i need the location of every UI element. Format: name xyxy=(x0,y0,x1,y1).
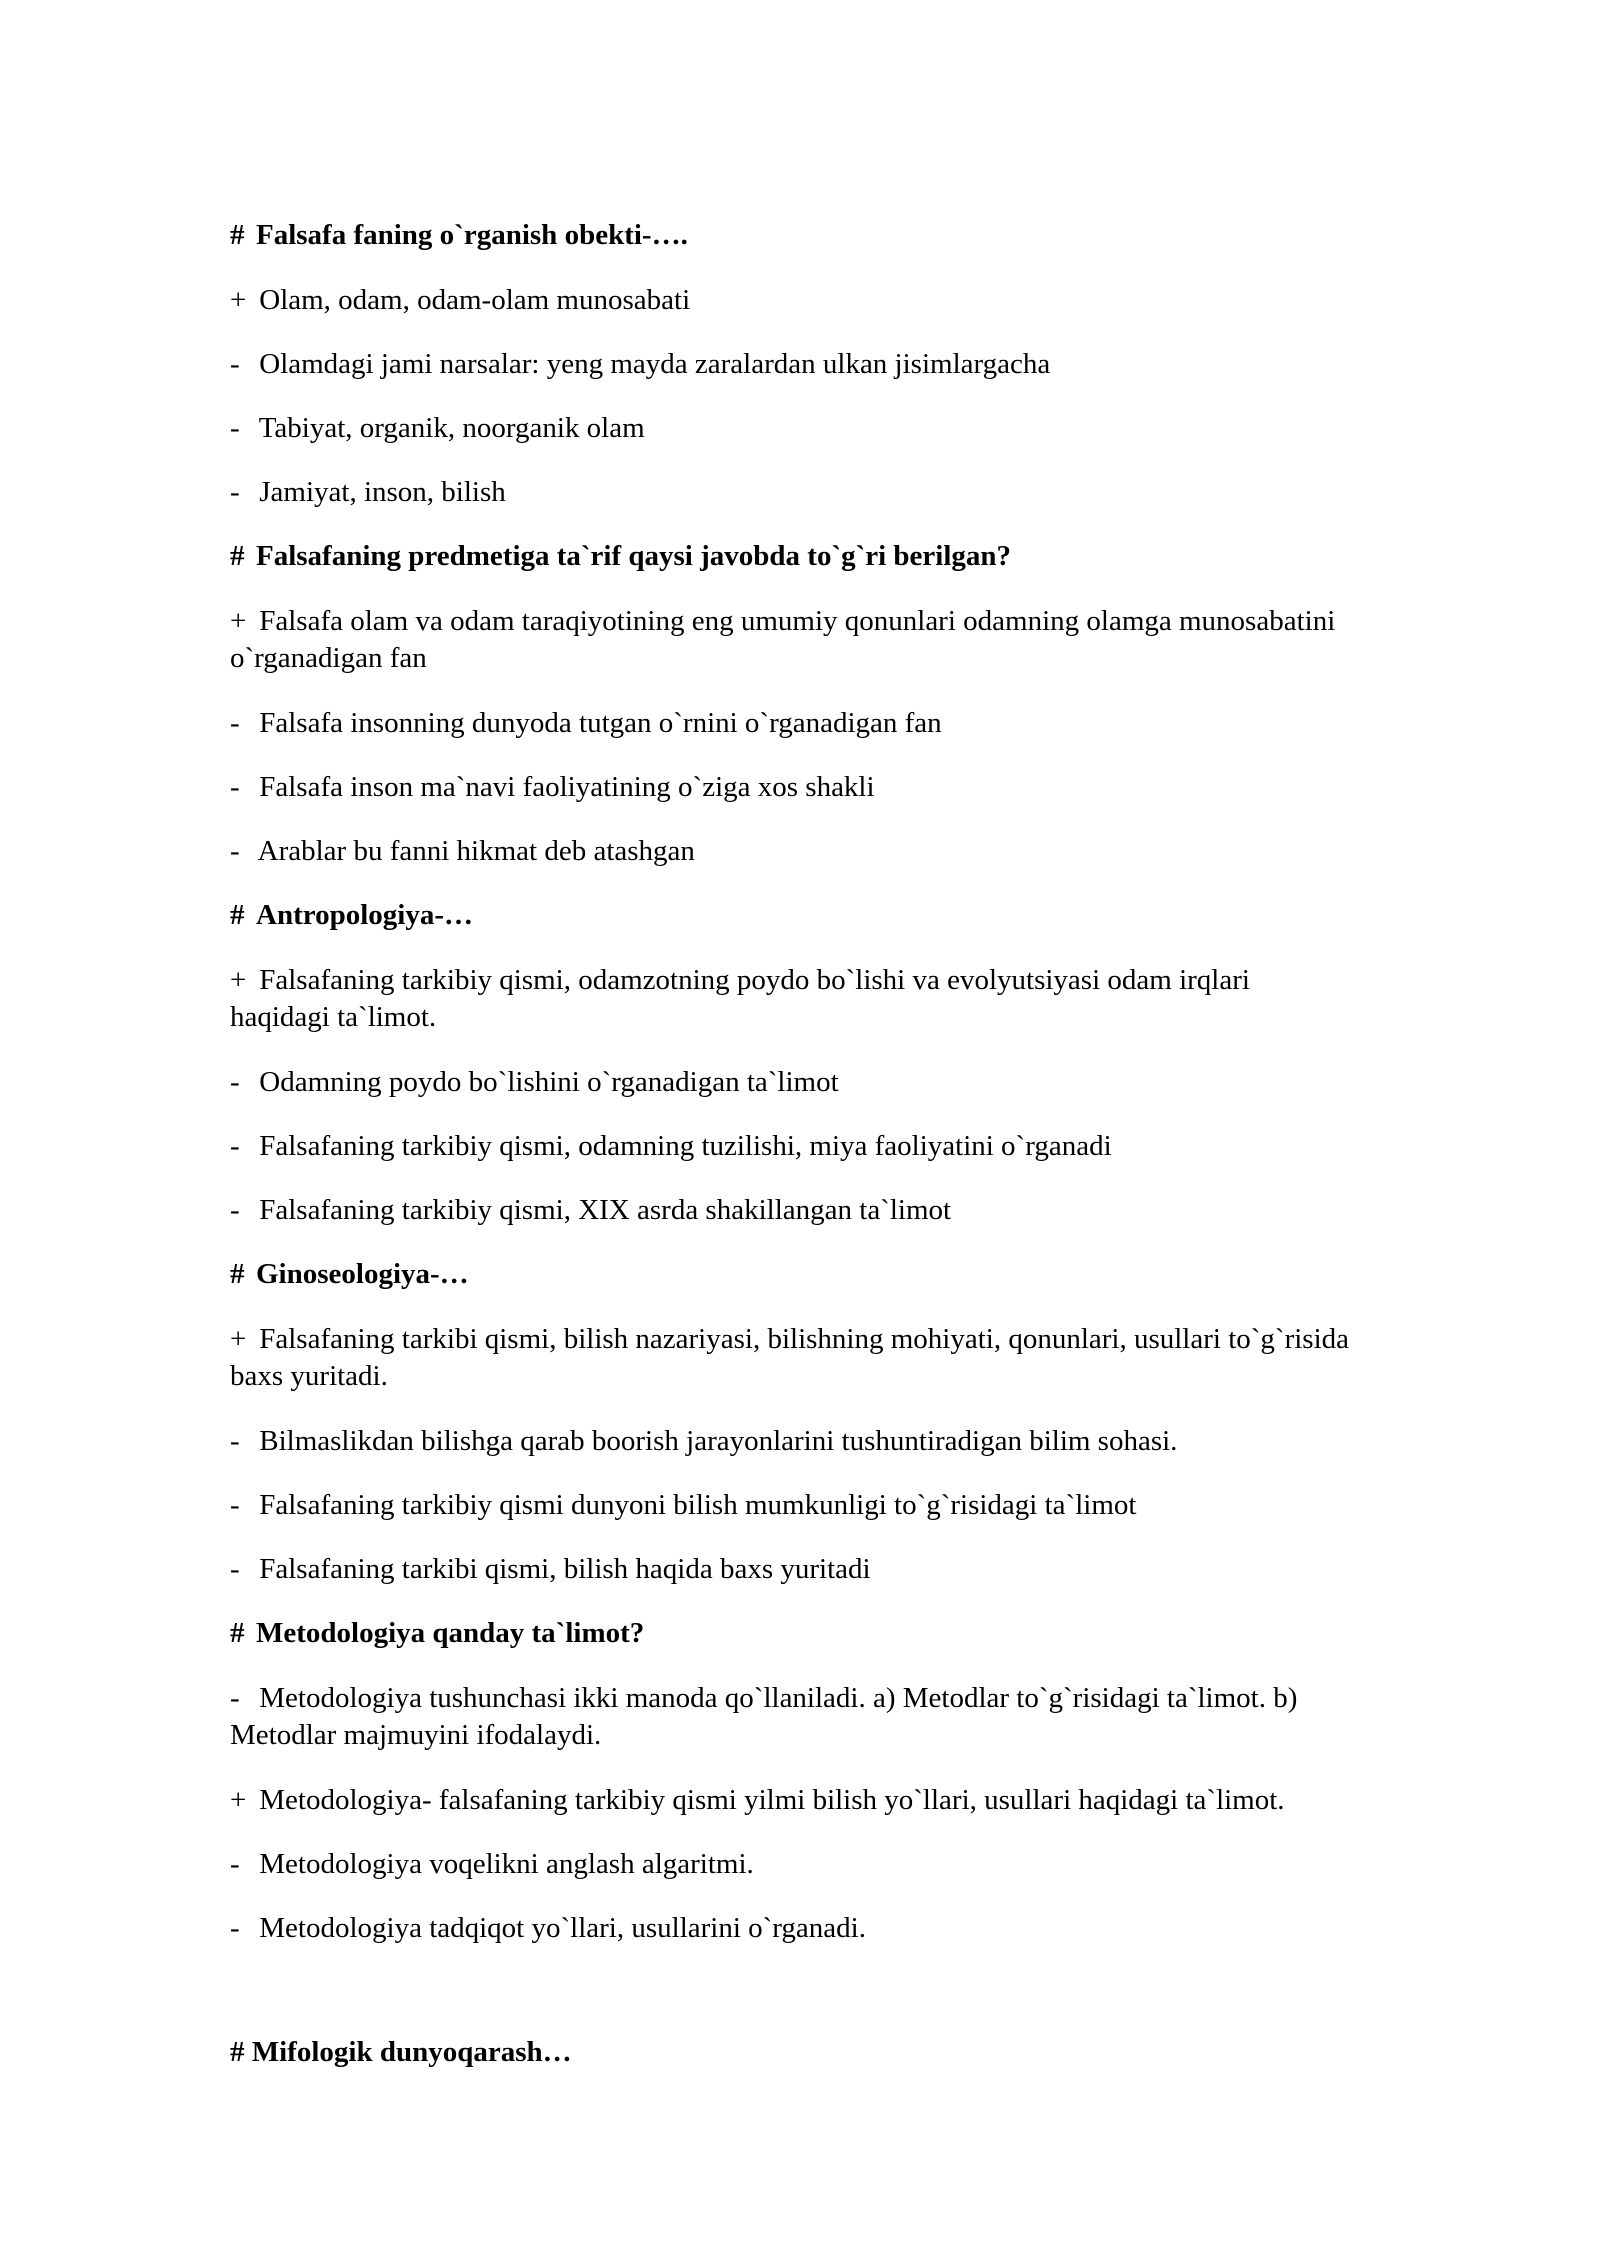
answer-1-2 xyxy=(230,346,1490,383)
answer-marker: - xyxy=(230,835,240,867)
answer-3-1 xyxy=(230,962,1490,999)
answer-text: Falsafaning tarkibiy qismi, odamning tuzilishi, miya faoliyatini o`rganadi xyxy=(259,1130,1112,1162)
answer-5-1 xyxy=(230,1680,1490,1717)
answer-marker: - xyxy=(230,1425,240,1457)
answer-text: Falsafaning tarkibiy qismi, odamzotning poydo bo`lishi va evolyutsiyasi odam irqlari xyxy=(259,964,1250,996)
answer-text: Metodologiya- falsafaning tarkibiy qismi yilmi bilish yo`llari, usullari haqidagi ta`limot. xyxy=(259,1784,1285,1816)
question-2 xyxy=(230,538,1490,575)
answer-text: Bilmaslikdan bilishga qarab boorish jarayonlarini tushuntiradigan bilim sohasi. xyxy=(259,1425,1178,1457)
question-text: Ginoseologiya-… xyxy=(256,1258,469,1290)
answer-3-1-continuation xyxy=(230,999,1490,1036)
answer-marker: - xyxy=(230,771,240,803)
answer-text-continuation: baxs yuritadi. xyxy=(230,1360,388,1392)
question-3 xyxy=(230,897,1490,934)
answer-text-continuation: haqidagi ta`limot. xyxy=(230,1001,437,1033)
question-marker: # xyxy=(230,219,245,251)
answer-5-1-continuation xyxy=(230,1717,1490,1754)
answer-text: Tabiyat, organik, noorganik olam xyxy=(258,412,645,444)
question-6 xyxy=(230,2034,1490,2071)
answer-marker: + xyxy=(230,605,247,637)
answer-4-4 xyxy=(230,1551,1490,1588)
answer-text: Metodologiya tushunchasi ikki manoda qo`llaniladi. a) Metodlar to`g`risidagi ta`limot. b) xyxy=(259,1682,1298,1714)
answer-marker: - xyxy=(230,1682,240,1714)
answer-marker: - xyxy=(230,1553,240,1585)
answer-marker: - xyxy=(230,1130,240,1162)
answer-1-3 xyxy=(230,410,1490,447)
question-marker: # xyxy=(230,540,245,572)
answer-text: Metodologiya voqelikni anglash algaritmi. xyxy=(259,1848,754,1880)
answer-marker: - xyxy=(230,476,240,508)
answer-4-1 xyxy=(230,1321,1490,1358)
answer-5-2 xyxy=(230,1782,1490,1819)
answer-3-2 xyxy=(230,1064,1490,1101)
answer-marker: + xyxy=(230,1323,247,1355)
question-marker: # xyxy=(230,1617,245,1649)
answer-text: Jamiyat, inson, bilish xyxy=(259,476,506,508)
answer-text: Falsafaning tarkibi qismi, bilish haqida baxs yuritadi xyxy=(259,1553,871,1585)
answer-text-continuation: Metodlar majmuyini ifodalaydi. xyxy=(230,1719,602,1751)
answer-text: Arablar bu fanni hikmat deb atashgan xyxy=(257,835,695,867)
answer-2-2 xyxy=(230,705,1490,742)
question-text: Metodologiya qanday ta`limot? xyxy=(256,1617,645,1649)
answer-marker: - xyxy=(230,1489,240,1521)
question-text: Antropologiya-… xyxy=(256,899,473,931)
answer-text: Falsafa inson ma`navi faoliyatining o`ziga xos shakli xyxy=(259,771,875,803)
answer-marker: - xyxy=(230,412,240,444)
question-marker: # xyxy=(230,899,245,931)
answer-marker: + xyxy=(230,1784,247,1816)
answer-5-3 xyxy=(230,1846,1490,1883)
answer-text: Falsafa olam va odam taraqiyotining eng umumiy qonunlari odamning olamga munosabatini xyxy=(259,605,1336,637)
answer-2-4 xyxy=(230,833,1490,870)
answer-text: Olamdagi jami narsalar: yeng mayda zaralardan ulkan jisimlargacha xyxy=(259,348,1051,380)
answer-marker: - xyxy=(230,348,240,380)
answer-marker: - xyxy=(230,707,240,739)
question-text: Falsafaning predmetiga ta`rif qaysi javobda to`g`ri berilgan? xyxy=(256,540,1012,572)
answer-4-1-continuation xyxy=(230,1358,1490,1395)
answer-text: Metodologiya tadqiqot yo`llari, usullarini o`rganadi. xyxy=(259,1912,866,1944)
question-5 xyxy=(230,1615,1490,1652)
answer-2-1 xyxy=(230,603,1490,640)
answer-text: Falsafaning tarkibiy qismi dunyoni bilish mumkunligi to`g`risidagi ta`limot xyxy=(259,1489,1137,1521)
answer-3-4 xyxy=(230,1192,1490,1229)
answer-text: Olam, odam, odam-olam munosabati xyxy=(259,284,691,316)
answer-3-3 xyxy=(230,1128,1490,1165)
answer-4-3 xyxy=(230,1487,1490,1524)
answer-text: Falsafaning tarkibiy qismi, XIX asrda shakillangan ta`limot xyxy=(259,1194,952,1226)
answer-1-4 xyxy=(230,474,1490,511)
answer-2-1-continuation xyxy=(230,640,1490,677)
answer-marker: + xyxy=(230,284,247,316)
answer-2-3 xyxy=(230,769,1490,806)
answer-marker: - xyxy=(230,1912,240,1944)
answer-text: Odamning poydo bo`lishini o`rganadigan ta`limot xyxy=(259,1066,839,1098)
question-1 xyxy=(230,217,1490,254)
answer-5-4 xyxy=(230,1910,1490,1947)
question-4 xyxy=(230,1256,1490,1293)
question-marker: # xyxy=(230,1258,245,1290)
answer-4-2 xyxy=(230,1423,1490,1460)
answer-marker: - xyxy=(230,1194,240,1226)
answer-marker: + xyxy=(230,964,247,996)
answer-marker: - xyxy=(230,1848,240,1880)
answer-text-continuation: o`rganadigan fan xyxy=(230,642,427,674)
question-text: Falsafa faning o`rganish obekti-…. xyxy=(256,219,688,251)
answer-text: Falsafaning tarkibi qismi, bilish nazariyasi, bilishning mohiyati, qonunlari, usullari to`g`risida xyxy=(259,1323,1350,1355)
question-text: # Mifologik dunyoqarash… xyxy=(230,2036,572,2068)
answer-marker: - xyxy=(230,1066,240,1098)
answer-1-1 xyxy=(230,282,1490,319)
answer-text: Falsafa insonning dunyoda tutgan o`rnini o`rganadigan fan xyxy=(259,707,942,739)
